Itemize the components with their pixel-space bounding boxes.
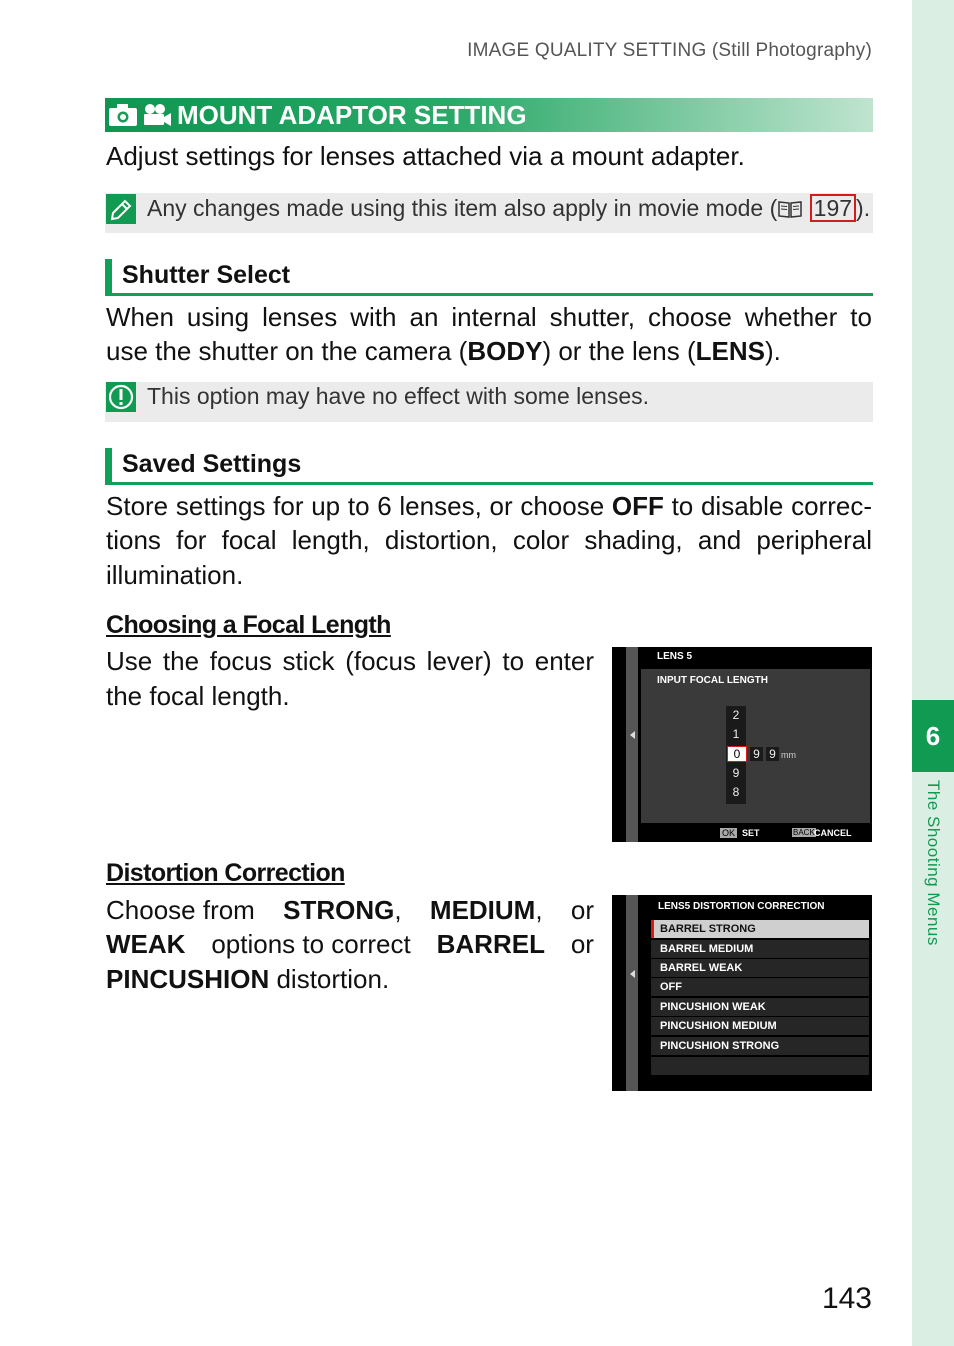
- option-lens: LENS: [695, 336, 765, 366]
- shutter-text-a: use the shutter on the camera (: [106, 336, 468, 366]
- chapter-label: The Shooting Menus: [924, 780, 943, 946]
- focal-input-title: INPUT FOCAL LENGTH: [657, 675, 768, 686]
- page-number: 143: [821, 1282, 872, 1315]
- distortion-text-mid: options to correct: [211, 929, 411, 959]
- focal-length-heading: Choosing a Focal Length: [106, 611, 391, 639]
- note-movie-text: [147, 193, 870, 223]
- saved-text-b: to disable correc-: [663, 491, 872, 521]
- screen-left-arrow-icon: [630, 731, 635, 739]
- menu-item-barrel-medium[interactable]: BARREL MEDIUM: [651, 940, 869, 958]
- shutter-select-line2: [106, 334, 781, 369]
- still-camera-icon: [108, 103, 138, 127]
- saved-settings-line1: [106, 489, 872, 524]
- focal-digit[interactable]: 9: [766, 747, 779, 761]
- focal-digit[interactable]: 9: [750, 747, 763, 761]
- focal-unit: mm: [781, 750, 796, 760]
- book-icon: [777, 200, 803, 218]
- chapter-number-tab[interactable]: 6: [912, 700, 954, 772]
- shutter-select-heading-bar: [105, 259, 112, 295]
- option-body: BODY: [467, 336, 543, 366]
- option-medium: MEDIUM: [429, 895, 536, 925]
- dial-digit: 9: [732, 766, 740, 780]
- shutter-select-heading: Shutter Select: [122, 261, 291, 289]
- screen-lens-label: LENS 5: [657, 651, 693, 662]
- distortion-line1: [106, 893, 594, 928]
- dial-digit: 1: [732, 727, 740, 741]
- focal-length-line2: the focal length.: [106, 681, 290, 711]
- dial-digit-selected[interactable]: 0: [727, 746, 747, 762]
- screen-left-scroll: [626, 647, 638, 842]
- saved-text-a: Store settings for up to 6 lenses, or choose: [106, 491, 612, 521]
- running-header: IMAGE QUALITY SETTING (Still Photography): [467, 40, 872, 61]
- ok-button-badge[interactable]: OK: [722, 828, 736, 838]
- menu-item-pincushion-weak[interactable]: PINCUSHION WEAK: [651, 998, 869, 1016]
- menu-item-barrel-strong[interactable]: BARREL STRONG: [651, 920, 869, 938]
- distortion-comma: ,: [394, 895, 402, 925]
- dial-digit: 2: [732, 708, 740, 722]
- option-weak: WEAK: [106, 929, 186, 959]
- menu-item-pincushion-medium[interactable]: PINCUSHION MEDIUM: [651, 1017, 869, 1035]
- section-title: MOUNT ADAPTOR SETTING: [177, 100, 527, 130]
- section-intro: Adjust settings for lenses attached via a mount adapter.: [106, 141, 745, 171]
- menu-item-off[interactable]: OFF: [651, 978, 869, 996]
- cancel-label: CANCEL: [814, 828, 852, 838]
- focal-length-line1: Use the focus stick (focus lever) to enter: [106, 646, 594, 676]
- menu-item-pincushion-strong[interactable]: PINCUSHION STRONG: [651, 1037, 869, 1055]
- focal-input-panel: [641, 669, 870, 823]
- saved-settings-heading: Saved Settings: [122, 450, 302, 478]
- menu-item-empty: [651, 1057, 869, 1075]
- distortion-text-end: distortion.: [269, 964, 390, 994]
- option-off: OFF: [611, 491, 664, 521]
- side-tab-strip: [912, 0, 954, 1346]
- distortion-screen-title: LENS5 DISTORTION CORRECTION: [658, 901, 825, 912]
- option-pincushion: PINCUSHION: [106, 964, 270, 994]
- option-strong: STRONG: [283, 895, 395, 925]
- movie-camera-icon: [142, 103, 172, 127]
- saved-settings-line3: illumination.: [106, 560, 244, 590]
- caution-icon: [106, 382, 136, 412]
- menu-item-barrel-weak[interactable]: BARREL WEAK: [651, 959, 869, 977]
- note-movie-text-after: ).: [856, 195, 871, 221]
- shutter-select-rule: [105, 293, 873, 296]
- caution-text: This option may have no effect with some lenses.: [147, 383, 650, 409]
- note-movie-text-before: Any changes made using this item also apply in movie mode (: [147, 195, 778, 221]
- shutter-select-line1: When using lenses with an internal shutter, choose whether to: [106, 302, 872, 332]
- back-button-badge[interactable]: BACK: [793, 828, 815, 837]
- distortion-text-a: Choose from: [106, 895, 255, 925]
- distortion-or: or: [570, 929, 594, 959]
- distortion-line2: [106, 927, 594, 962]
- page-reference-link[interactable]: 197: [810, 194, 856, 222]
- distortion-line3: [106, 962, 389, 997]
- shutter-text-c: ).: [764, 336, 781, 366]
- note-pencil-icon: [106, 194, 136, 224]
- distortion-heading: Distortion Correction: [106, 859, 345, 887]
- screen-left-arrow-icon: [630, 970, 635, 978]
- section-mode-icons: [108, 103, 172, 127]
- shutter-text-b: ) or the lens (: [542, 336, 696, 366]
- option-barrel: BARREL: [436, 929, 545, 959]
- set-label: SET: [742, 828, 760, 838]
- saved-settings-line2: tions for focal length, distortion, color shading, and peripheral: [106, 525, 872, 555]
- dial-digit: 8: [732, 785, 740, 799]
- saved-settings-rule: [105, 482, 873, 485]
- distortion-or: or: [570, 895, 594, 925]
- distortion-comma: ,: [535, 895, 543, 925]
- screen-left-scroll: [626, 895, 638, 1091]
- saved-settings-heading-bar: [105, 448, 112, 484]
